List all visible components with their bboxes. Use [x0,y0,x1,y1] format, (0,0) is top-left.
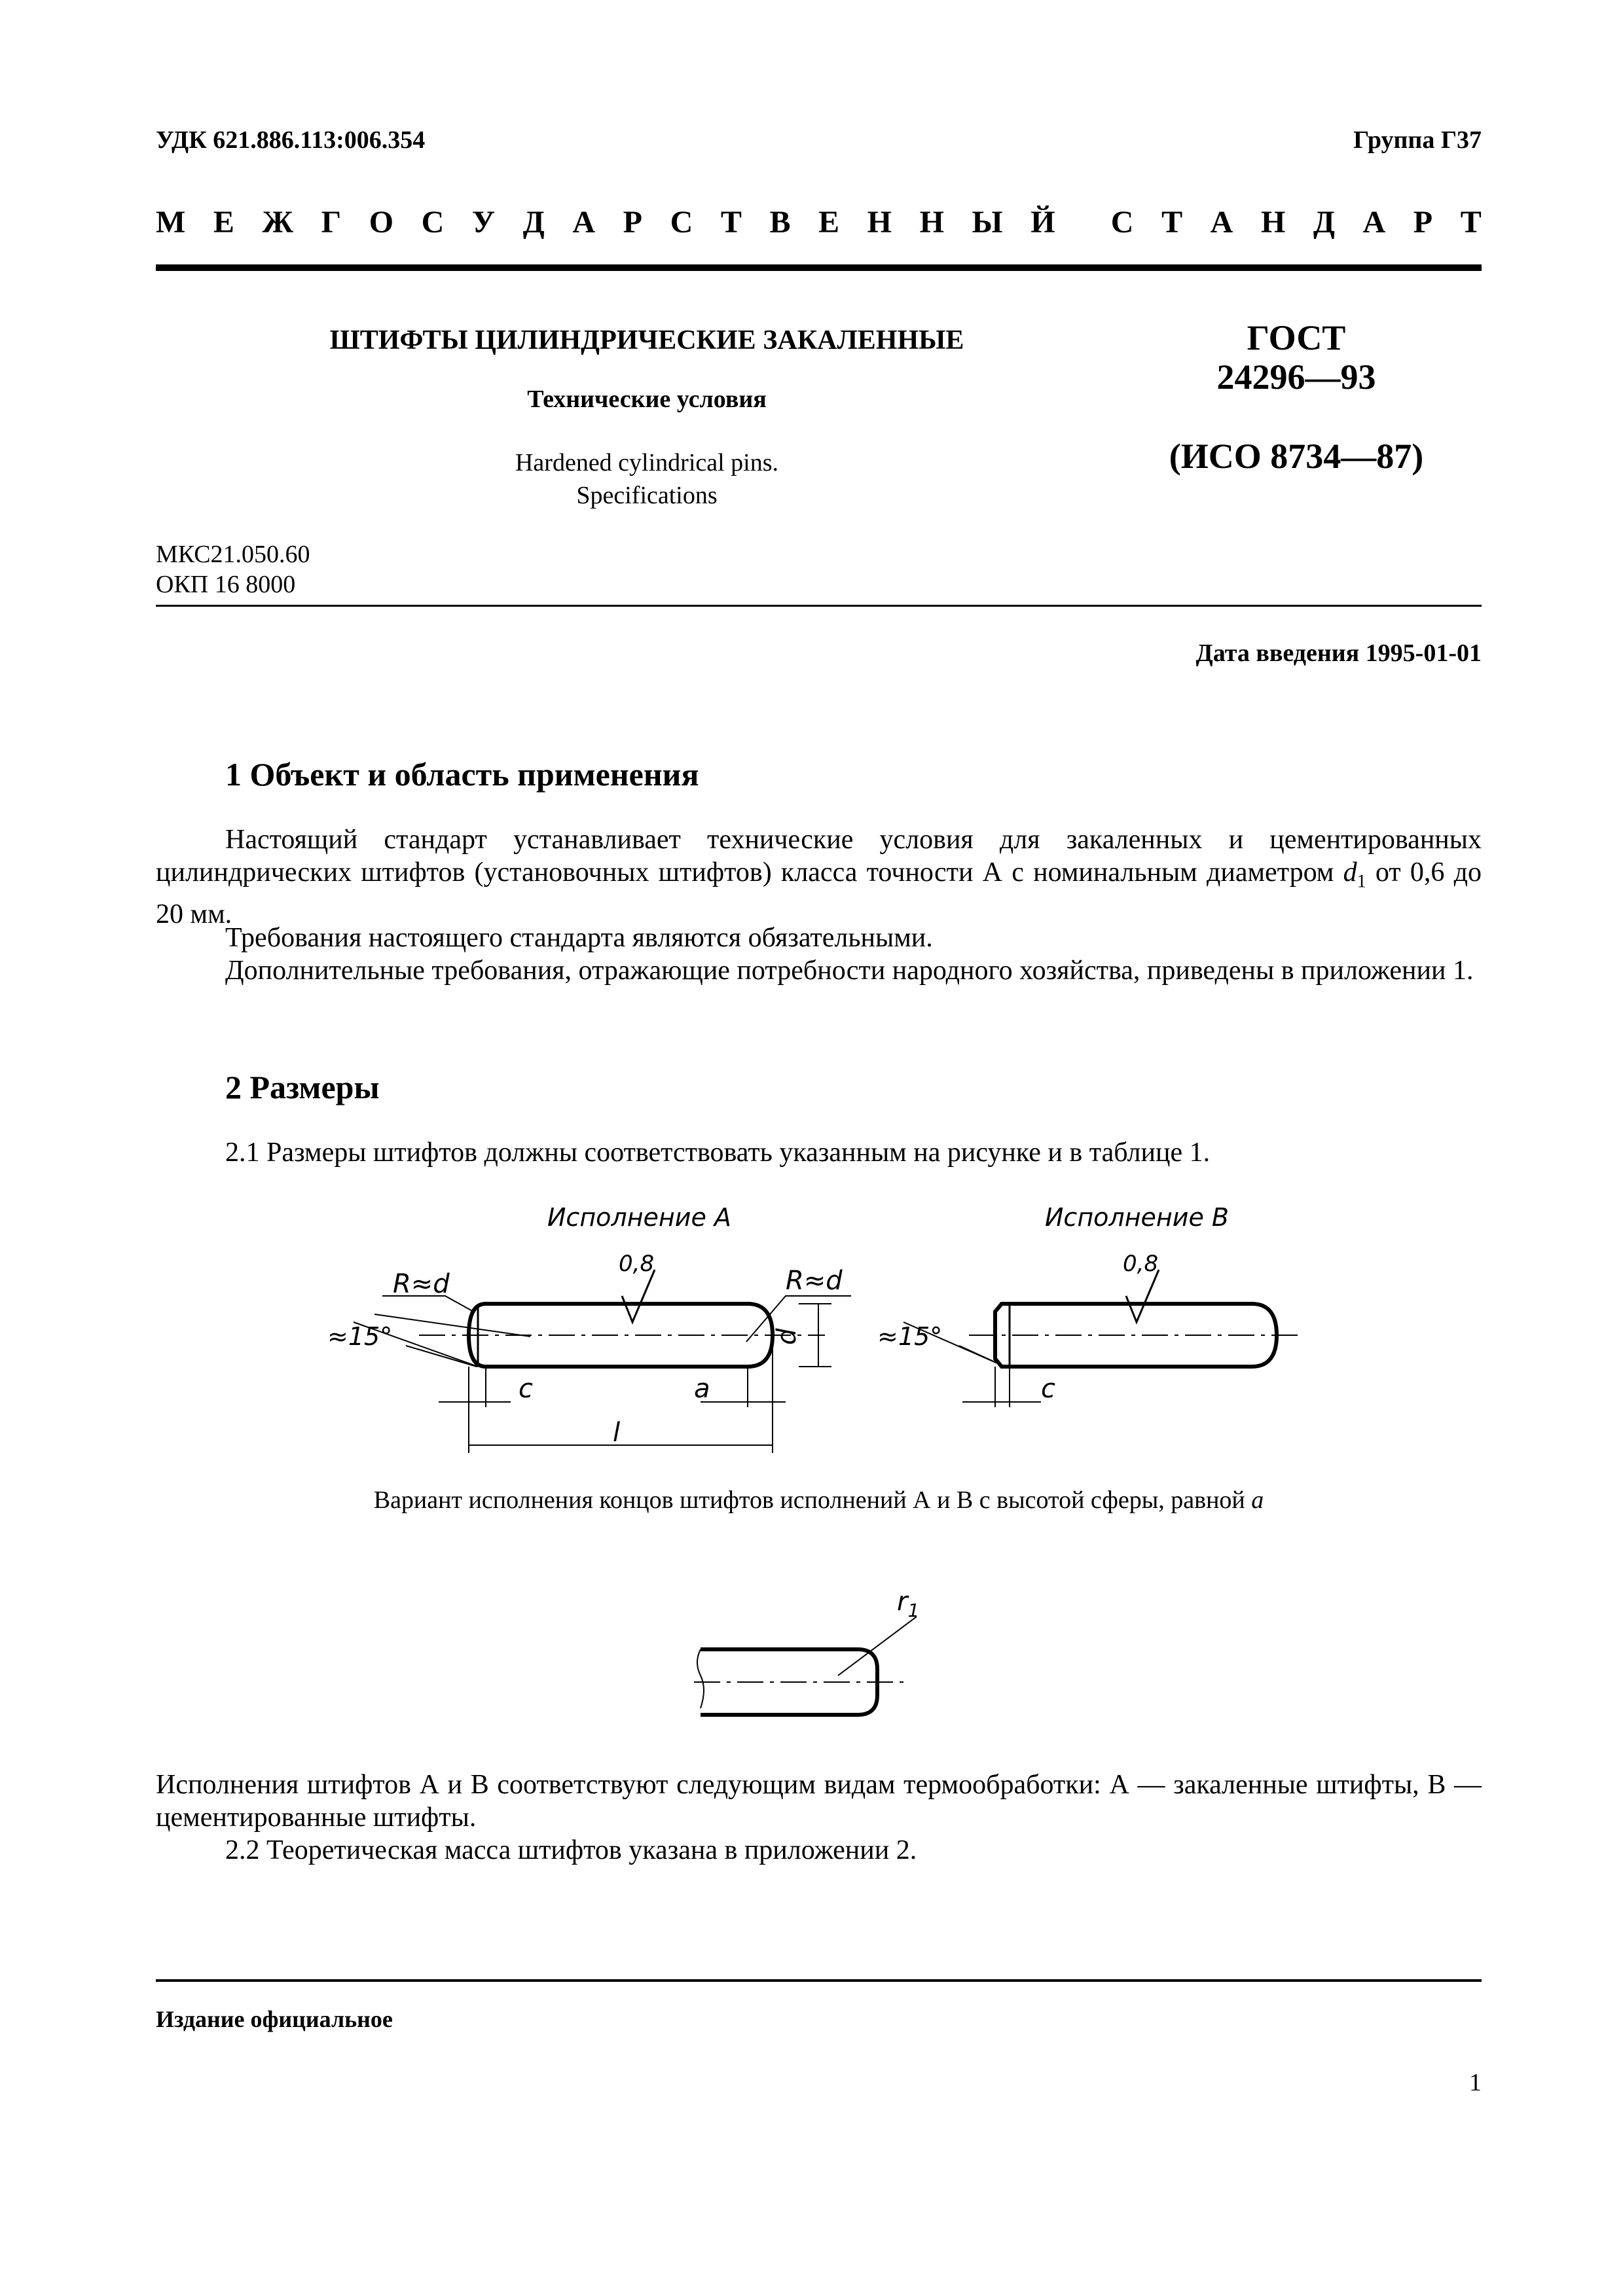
banner-letter: А [572,205,596,240]
banner-letter: Ж [262,205,293,240]
angle-label-a: ≈15° [327,1322,393,1351]
pin-drawings [314,1230,1309,1466]
group-code: Группа Г37 [1353,126,1482,154]
banner-letter: Е [818,205,840,240]
banner-letter: М [156,205,186,240]
title-thin-rule [156,605,1482,607]
p2-text: Требования настоящего стандарта являются обязательными. [225,923,933,953]
s2p3-text: 2.2 Теоретическая масса штифтов указана в приложении 2. [225,1835,917,1865]
variant-caption-text: Вариант исполнения концов штифтов исполнений А и В с высотой сферы, равной [373,1486,1252,1514]
s2p1-text: 2.1 Размеры штифтов должны соответствовать указанным на рисунке и в таблице 1. [225,1138,1211,1168]
banner-letter: Т [1460,205,1482,240]
section1-paragraph2 [156,922,1482,954]
figure-a-caption: Исполнение А [547,1203,731,1232]
roughness-label-a: 0,8 [619,1251,655,1277]
section2-paragraph3 [156,1834,1482,1867]
p1-text-start: Настоящий стандарт устанавливает технические условия для закаленных и цементированных цилиндрических штифтов (установочных штифтов) класса точности А с номинальным диаметром [156,825,1482,888]
banner-letter: В [769,205,791,240]
banner-letter: Н [1260,205,1286,240]
banner-letter: Р [1413,205,1433,240]
banner-letter: О [369,205,394,240]
radius-label-a-right: R≈d [786,1266,843,1296]
variant-caption [156,1486,1482,1515]
r-letter: r [897,1587,908,1617]
roughness-tick-a [622,1270,655,1322]
section2-heading: 2 Размеры [225,1069,380,1105]
roughness-label-b: 0,8 [1123,1251,1159,1277]
r-sub: 1 [907,1600,920,1621]
roughness-tick-b [1126,1270,1159,1322]
r1-label [897,1587,919,1621]
angle-line-b2 [959,1346,1005,1367]
mks-code: МКС21.050.60 [156,541,310,568]
banner-letter: Й [1030,205,1055,240]
document-title: ШТИФТЫ ЦИЛИНДРИЧЕСКИЕ ЗАКАЛЕННЫЕ [329,325,964,355]
p1-text-end: от 0,6 до 20 мм. [156,857,1482,930]
banner-letter: Е [213,205,234,240]
header-thick-rule [156,264,1482,271]
english-title-line2: Specifications [576,482,718,509]
gost-number: 24296—93 [1216,357,1376,397]
c-label-a: c [519,1374,533,1404]
radius-label-a-left: R≈d [393,1269,450,1299]
figure-b-caption: Исполнение В [1045,1203,1229,1232]
banner-letter: Г [321,205,342,240]
banner-letter: А [1362,205,1386,240]
section1-heading: 1 Объект и область применения [225,756,699,793]
interstate-standard-banner [156,204,1482,240]
pin-b-drawing [903,1270,1303,1407]
section1-paragraph1 [156,823,1482,931]
p1-var: d [1343,857,1357,888]
page-number: 1 [1469,2069,1482,2096]
d-label: d [772,1328,802,1345]
variant-caption-var: a [1251,1486,1264,1514]
official-edition: Издание официальное [156,2006,393,2032]
angle-label-b: ≈15° [877,1322,943,1351]
banner-letter: Д [522,205,545,240]
banner-letter: Н [867,205,892,240]
banner-letter: А [1210,205,1233,240]
banner-letter: Д [1313,205,1335,240]
banner-letter: Р [623,205,642,240]
l-label: l [613,1418,621,1448]
p1-sub: 1 [1357,871,1366,892]
udk-code: УДК 621.886.113:006.354 [156,126,426,154]
section1-paragraph3 [156,954,1482,987]
gost-label: ГОСТ [1247,318,1346,357]
banner-letter: С [1110,205,1134,240]
section2-paragraph1 [156,1136,1482,1169]
s2p2-text: Исполнения штифтов А и В соответствуют следующим видам термообработки: А — закаленные штифты, В — цементированные штифты. [156,1770,1482,1833]
banner-letter: С [670,205,693,240]
okp-code: ОКП 16 8000 [156,571,296,598]
radius-leader-left [374,1314,530,1336]
banner-letter: У [471,205,496,240]
banner-letter: Т [720,205,742,240]
document-subtitle: Технические условия [527,386,767,413]
c-label-b: c [1041,1374,1055,1404]
banner-letter: С [421,205,445,240]
banner-letter: Ы [972,205,1003,240]
break-line [697,1649,704,1708]
footer-rule [156,1979,1482,1982]
p3-text: Дополнительные требования, отражающие потребности народного хозяйства, приведены в приложении 1. [225,956,1474,986]
section2-paragraph2 [156,1768,1482,1834]
iso-designation: (ИСО 8734—87) [1169,437,1424,476]
pin-end-variant-drawing [681,1577,956,1748]
gost-designation [1142,318,1450,397]
a-label: a [694,1374,710,1404]
introduction-date: Дата введения 1995-01-01 [1195,639,1482,667]
angle-line [406,1346,477,1367]
classification-codes [156,539,310,600]
english-title-line1: Hardened cylindrical pins. [515,449,779,476]
banner-letter: Н [919,205,944,240]
banner-letter: Т [1161,205,1183,240]
english-title [156,446,1138,512]
